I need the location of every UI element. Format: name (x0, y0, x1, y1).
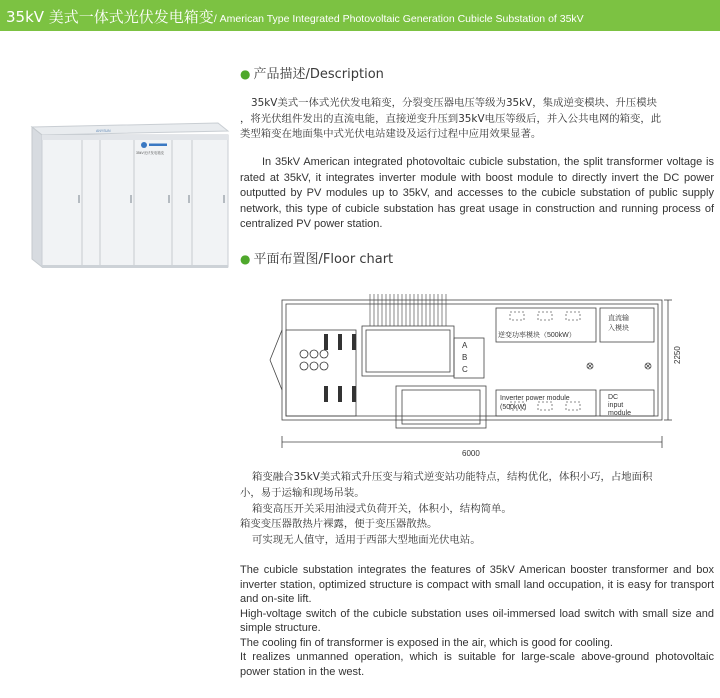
dc-input-cn-label-2: 入模块 (608, 325, 629, 332)
inverter-cn-label: 逆变功率模块（500kW） (498, 332, 576, 339)
header-banner (0, 0, 720, 31)
dim-width-label: 6000 (462, 449, 480, 458)
dc-en-label-1: DC (608, 394, 619, 401)
features-cn-line2: 小，易于运输和现场吊装。 (240, 487, 365, 499)
inverter-en-label-2: (500kW) (500, 404, 527, 411)
banner-title (6, 6, 584, 27)
features-cn-line5: 可实现无人值守，适用于西部大型地面光伏电站。 (252, 534, 481, 546)
features-en-p2: High-voltage switch of the cubicle substation uses oil-immersed load switch with small size and simple structure. (240, 607, 714, 634)
product-image (22, 105, 238, 275)
inverter-en-label-1: Inverter power module (500, 395, 570, 402)
features-en (240, 563, 714, 679)
description-heading (240, 63, 384, 82)
features-cn-line4: 箱变变压器散热片裸露，便于变压器散热。 (240, 518, 438, 530)
label-c: C (462, 365, 468, 374)
banner-title-cn: 35kV 美式一体式光伏发电箱变 (6, 8, 214, 26)
description-en: In 35kV American integrated photovoltaic cubicle substation, the split transformer voltage is rated at 35kV, it integrates inverter module with boost module to directly invert the DC power outputted by PV modules up to 35kV, and accesses to the cubicle substation of public supply network, this type of cubicle substation has great usage in construction and running process of centralized PV power station. (240, 156, 714, 230)
features-en-p1: The cubicle substation integrates the features of 35kV American booster transformer and box inverter station, optimized structure is compact with small land occupation, it is easy for transport and on-site lift. (240, 564, 714, 605)
floor-chart-diagram (266, 286, 686, 458)
dim-height-label: 2250 (673, 346, 682, 364)
features-en-p3: The cooling fin of transformer is exposed in the air, which is good for cooling. (240, 636, 613, 649)
floor-chart-heading (240, 248, 393, 267)
bullet-icon: ● (240, 67, 251, 81)
bullet-icon: ● (240, 252, 251, 266)
features-en-p4: It realizes unmanned operation, which is suitable for large-scale above-ground photovoltaic power station in the west. (240, 651, 714, 678)
description-heading-text: 产品描述/Description (253, 67, 384, 82)
description-cn-line1: 35kV美式一体式光伏发电箱变，分裂变压器电压等级为35kV，集成逆变模块、升压模块 (251, 97, 657, 109)
description-cn-line2: ，将光伏组件发出的直流电能，直接逆变升压到35kV电压等级后，并入公共电网的箱变，此 (240, 113, 662, 125)
features-cn-line1: 箱变融合35kV美式箱式升压变与箱式逆变站功能特点，结构优化，体积小巧，占地面积 (252, 471, 653, 483)
dc-input-cn-label-1: 直流输 (608, 315, 629, 322)
brand-text: ANYSUN (96, 129, 111, 133)
dc-en-label-2: input (608, 402, 624, 409)
features-cn-line3: 箱变高压开关采用油浸式负荷开关，体积小，结构简单。 (252, 503, 512, 515)
label-a: A (462, 341, 468, 350)
banner-title-en: / American Type Integrated Photovoltaic Generation Cubicle Substation of 35kV (213, 13, 584, 25)
description-cn-line3: 类型箱变在地面集中式光伏电站建设及运行过程中应用效果显著。 (240, 128, 542, 140)
panel-label: 35kV光伏发电箱变 (136, 151, 165, 155)
label-b: B (462, 353, 468, 362)
dc-en-label-3: module (608, 410, 631, 417)
floor-chart-heading-text: 平面布置图/Floor chart (253, 252, 394, 267)
